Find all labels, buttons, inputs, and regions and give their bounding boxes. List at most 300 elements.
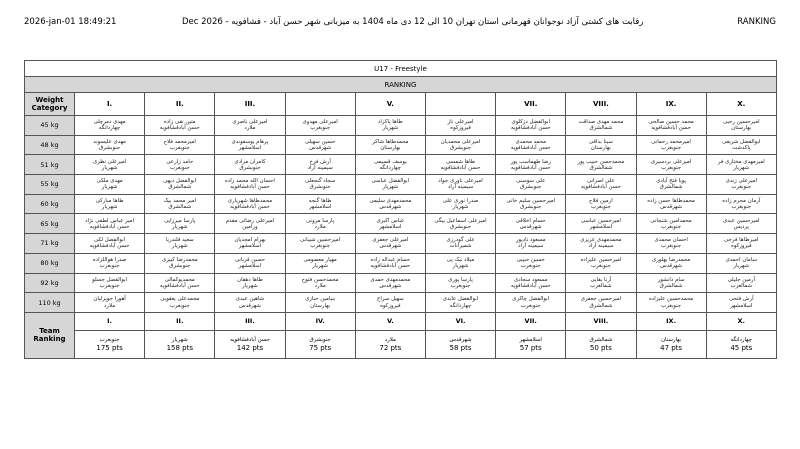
page-header — [24, 17, 776, 31]
team-place-header: IV. — [285, 312, 355, 330]
wrestler-team: اسلامشهر — [238, 263, 262, 270]
place-header: V. — [355, 93, 425, 116]
wrestler-name: شاهین عبدی — [235, 296, 265, 303]
wrestler-team: حسن آبادفشافویه — [159, 282, 200, 289]
wrestler-cell — [285, 273, 355, 293]
weight-row — [25, 214, 777, 234]
team-place-header: VI. — [425, 312, 495, 330]
wrestler-name: طاها مبارکی — [95, 197, 124, 204]
wrestler-team: شهریار — [171, 243, 188, 250]
wrestler-team: حسن آبادفشافویه — [440, 164, 481, 171]
wrestler-team: جنوبغرب — [169, 164, 190, 171]
wrestler-team: فیروزکوه — [450, 125, 471, 132]
wrestler-name: صدرا نوری علی — [442, 197, 479, 204]
wrestler-name: محمدرضا کبیری — [161, 256, 198, 263]
wrestler-name: سامان احمدی — [725, 256, 757, 263]
column-header-row — [25, 93, 777, 116]
wrestler-name: آرمین جلیلی — [727, 276, 756, 283]
wrestler-name: امیرعلی رضائی مقدم — [225, 217, 275, 224]
weight-row — [25, 155, 777, 175]
wrestler-team: شهریار — [382, 125, 399, 132]
wrestler-team: شمالشرق — [589, 302, 613, 309]
place-header: X. — [706, 93, 776, 116]
wrestler-cell — [566, 253, 636, 273]
wrestler-name: امیرمحمد فلاح — [163, 138, 196, 145]
team-cell — [425, 330, 495, 358]
wrestler-name: طاها پاکزاد — [377, 119, 403, 126]
wrestler-name: محمدرضا بهلوری — [651, 256, 691, 263]
wrestler-team: حسن آبادفشافویه — [510, 145, 551, 152]
wrestler-name: امیرطاها فرجی — [724, 237, 759, 244]
team-points: 175 pts — [96, 343, 123, 352]
wrestler-team: جنوبغرب — [661, 243, 682, 250]
wrestler-cell — [566, 273, 636, 293]
wrestler-team: شمالشرق — [589, 164, 613, 171]
wrestler-name: بنیامین حبازی — [305, 296, 336, 303]
timestamp: 2026-jan-01 18:49:21 — [24, 17, 117, 27]
wrestler-team: بهارستان — [310, 302, 331, 309]
wrestler-name: مهیار معصومی — [303, 256, 337, 263]
wrestler-name: امیرعلی اسماعیل بیگی — [434, 217, 487, 224]
wrestler-cell — [285, 214, 355, 234]
wrestler-name: محمد حسین صالحی — [648, 119, 694, 126]
wrestler-name: امیرعلی زندی — [725, 178, 757, 185]
weight-row — [25, 234, 777, 254]
wrestler-cell — [706, 293, 776, 313]
wrestler-name: محمدطاها حسن زاده — [647, 197, 695, 204]
wrestler-team: فیروزکوه — [731, 243, 752, 250]
wrestler-cell — [355, 214, 425, 234]
weight-row — [25, 253, 777, 273]
wrestler-team: شهریار — [171, 223, 188, 230]
wrestler-team: اسلامشهر — [589, 223, 613, 230]
wrestler-team: حسن آبادفشافویه — [651, 125, 691, 132]
wrestler-cell — [75, 116, 145, 136]
wrestler-name: محمدحسن حبیب پور — [577, 158, 625, 165]
wrestler-team: شمالشرق — [589, 125, 613, 132]
wrestler-team: اسلامشهر — [730, 302, 753, 309]
weight-category: 110 kg — [25, 293, 75, 313]
wrestler-cell — [636, 155, 706, 175]
team-name: اسلامشهر — [519, 337, 542, 344]
wrestler-name: ارمین فلاح — [589, 197, 613, 204]
wrestler-name: علی گودرزی — [446, 237, 475, 244]
wrestler-name: طاها شمسی — [445, 158, 476, 165]
title-row — [25, 61, 777, 77]
wrestler-team: جنوبغرب — [731, 184, 752, 191]
weight-category: 71 kg — [25, 234, 75, 254]
weight-category: 51 kg — [25, 155, 75, 175]
wrestler-team: حسن آبادفشافویه — [230, 184, 270, 191]
wrestler-cell — [355, 194, 425, 214]
team-ranking-label-text: Team Ranking — [33, 327, 66, 344]
team-place-header: I. — [75, 312, 145, 330]
wrestler-cell — [425, 234, 495, 254]
wrestler-team: ملارد — [244, 125, 256, 132]
wrestler-team: اسلامشهر — [308, 204, 332, 211]
wrestler-cell — [496, 175, 566, 195]
wrestler-name: محمدمهدی سلیمی — [369, 197, 412, 204]
wrestler-cell — [355, 293, 425, 313]
wrestler-name: آهورا جوپرلیان — [93, 296, 126, 303]
team-name: شهریار — [171, 337, 188, 344]
wrestler-name: احسان الله محمد زاده — [225, 178, 275, 185]
team-place-header: V. — [355, 312, 425, 330]
team-points: 57 pts — [519, 343, 542, 352]
weight-category: 65 kg — [25, 214, 75, 234]
wrestler-cell — [636, 135, 706, 155]
wrestler-name: امیرحسین رجبی — [722, 119, 760, 126]
wrestler-name: امیرمحمد رحمانی — [651, 138, 691, 145]
wrestler-cell — [285, 253, 355, 273]
weight-row — [25, 273, 777, 293]
wrestler-team: شهریار — [452, 263, 469, 270]
wrestler-cell — [215, 273, 285, 293]
wrestler-cell — [75, 155, 145, 175]
wrestler-name: آرش فتحی — [729, 296, 754, 303]
wrestler-team: بهارستان — [380, 145, 401, 152]
wrestler-cell — [496, 116, 566, 136]
wrestler-name: بهرام امجدیان — [234, 237, 266, 244]
wrestler-team: جنوبغرب — [310, 125, 331, 132]
wrestler-name: علی اصرانی — [587, 178, 615, 185]
wrestler-team: شهرقدس — [660, 263, 683, 270]
wrestler-team: جنوبغرب — [169, 145, 190, 152]
team-points: 158 pts — [166, 343, 193, 352]
wrestler-cell — [496, 194, 566, 214]
wrestler-cell — [145, 293, 215, 313]
wrestler-name: ابوالفضل شریفی — [722, 138, 761, 145]
wrestler-name: محمدحسن فتوح — [301, 276, 339, 283]
wrestler-team: شمالشرق — [659, 282, 683, 289]
wrestler-name: احسان محمدی — [654, 237, 688, 244]
wrestler-team: سیمینه آراد — [518, 243, 544, 250]
team-cell — [215, 330, 285, 358]
team-points: 72 pts — [379, 343, 402, 352]
team-cell — [566, 330, 636, 358]
weight-category: 55 kg — [25, 175, 75, 195]
wrestler-cell — [285, 175, 355, 195]
wrestler-name: محمدمهدی حمدی — [370, 276, 411, 283]
wrestler-cell — [566, 234, 636, 254]
wrestler-name: محمدطاها شهریاری — [227, 197, 273, 204]
weight-row — [25, 194, 777, 214]
wrestler-cell — [285, 194, 355, 214]
wrestler-team: حسن آبادفشافویه — [510, 164, 551, 171]
wrestler-cell — [496, 214, 566, 234]
wrestler-name: کامران مرادی — [234, 158, 266, 165]
wrestler-cell — [145, 234, 215, 254]
team-name: بهارستان — [661, 337, 682, 344]
wrestler-team: شمالغرب — [590, 282, 612, 289]
team-name: جنوبغرب — [99, 337, 120, 344]
wrestler-cell — [706, 175, 776, 195]
wrestler-cell — [285, 155, 355, 175]
wrestler-team: جنوبغرب — [99, 282, 120, 289]
wrestler-cell — [285, 234, 355, 254]
wrestler-team: چهاردانگه — [449, 302, 472, 309]
wrestler-name: ابوالفضل عباسی — [371, 178, 410, 185]
wrestler-team: حسن آبادفشافویه — [510, 282, 551, 289]
wrestler-name: ابوالفضل چاکری — [512, 296, 550, 303]
wrestler-team: جنوبغرب — [661, 145, 682, 152]
wrestler-team: بهارستان — [731, 125, 752, 132]
wrestler-team: حسن آبادفشافویه — [89, 223, 130, 230]
team-cell — [706, 330, 776, 358]
wrestler-name: علی سوسنی — [516, 178, 546, 185]
wrestler-name: پارسا میرزایی — [164, 217, 196, 224]
wrestler-cell — [425, 214, 495, 234]
wrestler-cell — [145, 155, 215, 175]
wrestler-team: شهریار — [733, 164, 750, 171]
wrestler-cell — [145, 273, 215, 293]
wrestler-cell — [496, 155, 566, 175]
wrestler-cell — [215, 234, 285, 254]
wrestler-team: شمیرانات — [449, 243, 472, 250]
wrestler-team: فیروزکوه — [380, 302, 401, 309]
team-ranking-label — [25, 312, 75, 358]
wrestler-name: مسعود سجادی — [513, 276, 548, 283]
wrestler-name: امیرحسین شیبانی — [300, 237, 341, 244]
wrestler-team: شهریار — [733, 263, 750, 270]
wrestler-name: محمدحسین علیزاده — [648, 296, 694, 303]
wrestler-name: امیرحسین عبدی — [723, 217, 760, 224]
wrestler-team: جنوبغرب — [731, 204, 752, 211]
wrestler-team: شمالشرق — [168, 184, 192, 191]
wrestler-name: امیرعلی جعفری — [372, 237, 409, 244]
wrestler-cell — [636, 175, 706, 195]
wrestler-cell — [566, 194, 636, 214]
wrestler-name: صدرا هواللزاده — [92, 256, 127, 263]
wrestler-cell — [706, 214, 776, 234]
wrestler-cell — [425, 273, 495, 293]
wrestler-cell — [75, 175, 145, 195]
wrestler-cell — [215, 116, 285, 136]
event-description: رقابت های کشتی آزاد نوجوانان قهرمانی استان تهران 10 الی 12 دی ماه 1404 به میزبانی شهر حسن آباد - فشافویه — [231, 17, 644, 27]
wrestler-cell — [145, 135, 215, 155]
wrestler-team: جنوبشرق — [520, 184, 542, 191]
wrestler-cell — [215, 175, 285, 195]
wrestler-name: سام دانشور — [657, 276, 685, 283]
wrestler-team: شهریار — [242, 282, 258, 289]
wrestler-team: سیمینه آراد — [307, 164, 333, 171]
wrestler-cell — [566, 214, 636, 234]
wrestler-name: محمدعلی یعقوبی — [160, 296, 200, 303]
wrestler-name: سعید قلندریا — [165, 237, 194, 244]
wrestler-team: چهاردانگه — [98, 125, 121, 132]
team-place-header: X. — [706, 312, 776, 330]
wrestler-team: حسن آبادفشافویه — [510, 125, 551, 132]
wrestler-name: سهیل سراج — [376, 296, 404, 303]
team-name: ملارد — [384, 337, 396, 344]
wrestler-cell — [75, 273, 145, 293]
wrestler-name: رضا طهماسب پور — [510, 158, 551, 165]
team-cell — [355, 330, 425, 358]
wrestler-team: ملارد — [104, 302, 116, 309]
wrestler-name: متین نقی زاده — [163, 119, 196, 126]
wrestler-name: امیر محمد بیک — [163, 197, 197, 204]
event-title: Dec 2026 - رقابت های کشتی آزاد نوجوانان قهرمانی استان تهران 10 الی 12 دی ماه 1404 به میزبانی شهر حسن آباد - فشافویه — [182, 17, 644, 27]
wrestler-name: امیرعلی ناصری — [232, 119, 268, 126]
wrestler-name: حسین قربانی — [234, 256, 266, 263]
wrestler-cell — [145, 194, 215, 214]
wrestler-name: حسام اخلاقی — [515, 217, 546, 224]
wrestler-team: چهاردانگه — [379, 164, 402, 171]
team-cell — [496, 330, 566, 358]
wrestler-name: مهدی دمرچلی — [93, 119, 126, 126]
wrestler-cell — [355, 234, 425, 254]
wrestler-team: حسن آبادفشافویه — [230, 204, 270, 211]
wrestler-team: جنوبشرق — [169, 263, 191, 270]
wrestler-cell — [285, 135, 355, 155]
wrestler-name: حسین حبیبی — [516, 256, 545, 263]
wrestler-team: شهرقدس — [519, 223, 542, 230]
team-result-row — [25, 330, 777, 358]
wrestler-cell — [706, 273, 776, 293]
wrestler-name: مهدی ملکی — [96, 178, 123, 185]
wrestler-cell — [636, 214, 706, 234]
wrestler-cell — [425, 175, 495, 195]
wrestler-team: جنوبغرب — [590, 204, 611, 211]
team-cell — [145, 330, 215, 358]
wrestler-name: ابوالفضل عابدی — [442, 296, 479, 303]
wrestler-team: حسن آبادفشافویه — [370, 263, 411, 270]
place-header: VII. — [496, 93, 566, 116]
wrestler-cell — [706, 155, 776, 175]
wrestler-team: حسن آبادفشافویه — [159, 125, 200, 132]
place-header — [425, 93, 495, 116]
wrestler-cell — [425, 116, 495, 136]
weight-category: 80 kg — [25, 253, 75, 273]
wrestler-name: امیرعلی محمدیان — [440, 138, 481, 145]
wrestler-name: ابوالفضل جسلو — [92, 276, 128, 283]
place-header — [285, 93, 355, 116]
wrestler-name: امیرعلی نظری — [92, 158, 127, 165]
wrestler-cell — [636, 293, 706, 313]
wrestler-team: شهرقدس — [660, 204, 683, 211]
wrestler-cell — [215, 194, 285, 214]
ranking-label: RANKING — [737, 17, 776, 27]
wrestler-team: پاکدشت — [732, 145, 751, 152]
wrestler-cell — [355, 175, 425, 195]
wrestler-name: پرهام یوسفوندی — [231, 138, 269, 145]
weight-category: 92 kg — [25, 273, 75, 293]
team-name: شهرقدس — [449, 337, 472, 344]
wrestler-cell — [215, 155, 285, 175]
weight-category: 48 kg — [25, 135, 75, 155]
wrestler-cell — [496, 253, 566, 273]
wrestler-cell — [285, 293, 355, 313]
wrestler-cell — [425, 293, 495, 313]
team-place-header: IX. — [636, 312, 706, 330]
wrestler-team: جنوبغرب — [310, 243, 331, 250]
wrestler-team: جنوبشرق — [309, 184, 331, 191]
wrestler-name: ابوالفضل دیهی — [163, 178, 197, 185]
team-place-row — [25, 312, 777, 330]
wrestler-name: آرش فرخ — [309, 158, 331, 165]
wrestler-name: امیرحسین عباسی — [580, 217, 621, 224]
wrestler-name: سجاد گنجعلی — [305, 178, 336, 185]
wrestler-cell — [566, 293, 636, 313]
wrestler-name: حامد زارعی — [166, 158, 194, 165]
wrestler-cell — [145, 116, 215, 136]
place-header: III. — [215, 93, 285, 116]
wrestler-team: اسلامشهر — [238, 145, 262, 152]
wrestler-name: پارسا پوری — [448, 276, 473, 283]
wrestler-cell — [496, 135, 566, 155]
wrestler-name: امیرمهدی مختاری فر — [717, 158, 765, 165]
wrestler-team: جنوبشرق — [449, 145, 472, 152]
wrestler-team: جنوبغرب — [661, 164, 682, 171]
team-place-header: VII. — [496, 312, 566, 330]
team-points: 75 pts — [309, 343, 332, 352]
weight-row — [25, 293, 777, 313]
wrestler-team: شهرقدس — [309, 145, 332, 152]
wrestler-team: اسلامشهر — [238, 243, 262, 250]
place-header: IX. — [636, 93, 706, 116]
wrestler-cell — [636, 273, 706, 293]
wrestler-name: محمدیوکمالی — [164, 276, 195, 283]
team-cell — [285, 330, 355, 358]
wrestler-team: جنوبشرق — [98, 145, 121, 152]
wrestler-cell — [425, 253, 495, 273]
wrestler-name: آرنا بقایی — [590, 276, 612, 283]
team-place-header: VIII. — [566, 312, 636, 330]
wrestler-team: جنوبغرب — [99, 263, 120, 270]
weight-category: 45 kg — [25, 116, 75, 136]
team-points: 47 pts — [660, 343, 683, 352]
event-month: Dec 2026 — [182, 17, 223, 27]
wrestler-cell — [636, 234, 706, 254]
team-name: شمالشرق — [589, 337, 613, 344]
wrestler-name: محمد مهدی صداقت — [578, 119, 624, 126]
wrestler-team: سیمینه آراد — [447, 184, 474, 191]
wrestler-cell — [425, 194, 495, 214]
wrestler-cell — [566, 135, 636, 155]
wrestler-name: پارسا مرونی — [306, 217, 335, 224]
wrestler-name: عباس اکبری — [376, 217, 405, 224]
wrestler-team: شهرقدس — [379, 243, 402, 250]
wrestler-cell — [706, 253, 776, 273]
wrestler-cell — [145, 214, 215, 234]
wrestler-cell — [496, 273, 566, 293]
wrestler-team: شمالغرب — [730, 282, 753, 289]
table-title: U17 - Freestyle — [25, 61, 777, 77]
wrestler-cell — [566, 155, 636, 175]
wrestler-team: شمالشرق — [168, 204, 192, 211]
wrestler-name: سینا بداقی — [588, 138, 613, 145]
team-place-header: III. — [215, 312, 285, 330]
wrestler-name: یوسف قسیمی — [373, 158, 407, 165]
team-points: 45 pts — [730, 343, 753, 352]
place-header: VIII. — [566, 93, 636, 116]
wrestler-name: امیرحسین علیزاده — [580, 256, 622, 263]
wrestler-team: جنوبغرب — [661, 302, 682, 309]
team-name: چهاردانگه — [730, 337, 752, 344]
wrestler-cell — [636, 253, 706, 273]
wrestler-cell — [75, 234, 145, 254]
weight-category-header: Weight Category — [25, 93, 75, 116]
wrestler-team: بهارستان — [590, 145, 611, 152]
wrestler-cell — [215, 293, 285, 313]
wrestler-cell — [75, 135, 145, 155]
wrestler-cell — [425, 135, 495, 155]
wrestler-cell — [706, 194, 776, 214]
wrestler-name: حسام عبداله زاده — [370, 256, 411, 263]
wrestler-name: مهدی علیسوند — [93, 138, 126, 145]
wrestler-name: امیرعلی مهدوی — [302, 119, 338, 126]
wrestler-cell — [215, 135, 285, 155]
